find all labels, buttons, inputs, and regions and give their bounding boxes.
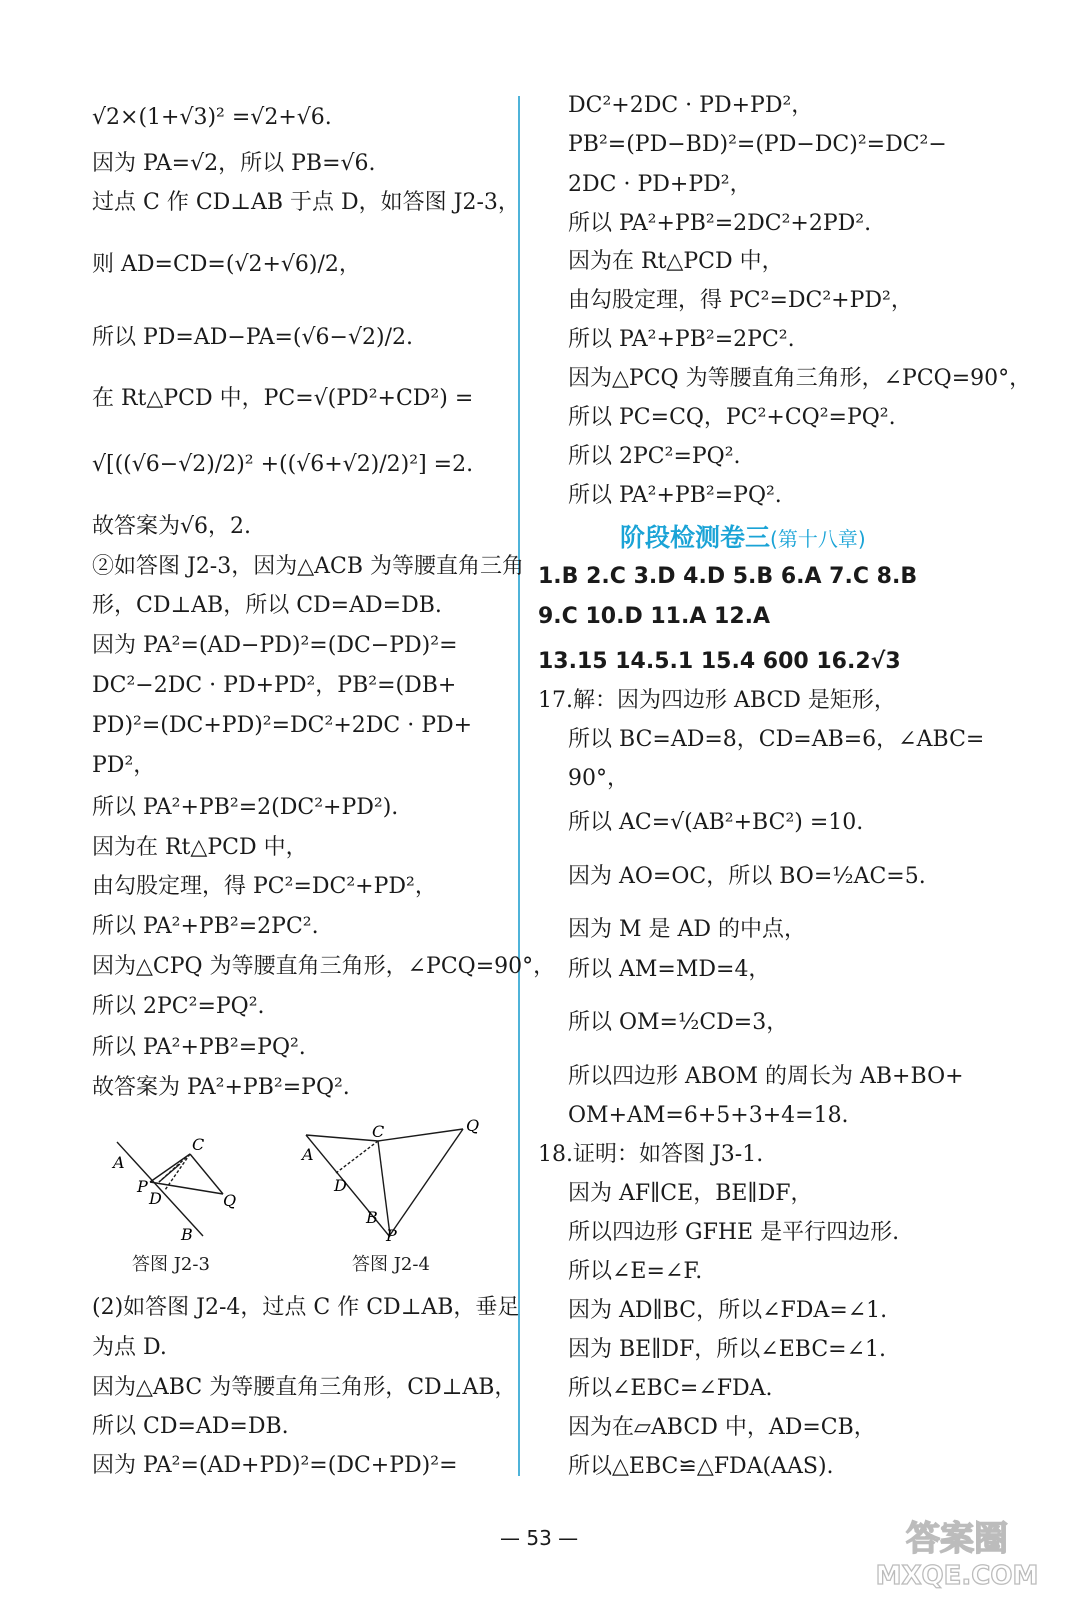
text-line: DC²−2DC · PD+PD²，PB²=(DB+ bbox=[92, 673, 457, 698]
label-b: B bbox=[181, 1225, 193, 1244]
text-line: 所以 PA²+PB²=2DC²+2PD². bbox=[568, 211, 872, 236]
text-line: PD²， bbox=[92, 753, 156, 778]
text-line: 所以 AC=√(AB²+BC²) =10. bbox=[568, 810, 864, 835]
text-line: 所以 PA²+PB²=2PC². bbox=[568, 327, 795, 352]
caption-j2-3: 答图 J2-3 bbox=[132, 1254, 210, 1275]
text-line: 在 Rt△PCD 中，PC=√(PD²+CD²) = bbox=[92, 386, 474, 411]
text-line: 17.解：因为四边形 ABCD 是矩形， bbox=[538, 688, 896, 713]
text-line: 故答案为√6，2. bbox=[92, 514, 252, 539]
text-line: 因为在 Rt△PCD 中， bbox=[92, 835, 308, 860]
text-line: 因为 M 是 AD 的中点， bbox=[568, 917, 807, 942]
text-line: 18.证明：如答图 J3-1. bbox=[538, 1142, 764, 1167]
text-line: 为点 D. bbox=[92, 1335, 167, 1360]
column-divider bbox=[518, 96, 520, 1476]
text-line: 所以 OM=½CD=3， bbox=[568, 1010, 789, 1035]
svg-text:答案圈: 答案圈 bbox=[906, 1519, 1008, 1559]
label-a: A bbox=[113, 1153, 125, 1172]
label-c: C bbox=[192, 1135, 205, 1154]
text-line: (2)如答图 J2-4，过点 C 作 CD⊥AB，垂足 bbox=[92, 1295, 520, 1320]
text-line: PB²=(PD−BD)²=(PD−DC)²=DC²− bbox=[568, 132, 947, 157]
text-line: 由勾股定理，得 PC²=DC²+PD²， bbox=[568, 288, 913, 313]
text-line: 所以 PA²+PB²=2PC². bbox=[92, 914, 319, 939]
text-line: 所以四边形 ABOM 的周长为 AB+BO+ bbox=[568, 1064, 964, 1089]
label-q: Q bbox=[466, 1116, 480, 1135]
text-line: 所以 AM=MD=4， bbox=[568, 957, 771, 982]
text-line: 1.B 2.C 3.D 4.D 5.B 6.A 7.C 8.B bbox=[538, 564, 918, 589]
text-line: 所以∠E=∠F. bbox=[568, 1259, 703, 1284]
text-line: PD)²=(DC+PD)²=DC²+2DC · PD+ bbox=[92, 713, 473, 738]
text-line: 因为△ABC 为等腰直角三角形，CD⊥AB， bbox=[92, 1375, 517, 1400]
text-line: 9.C 10.D 11.A 12.A bbox=[538, 604, 771, 629]
text-line: 因为在 Rt△PCD 中， bbox=[568, 249, 784, 274]
text-line: 所以 2PC²=PQ². bbox=[92, 994, 265, 1019]
svg-text:MXQE.COM: MXQE.COM bbox=[875, 1561, 1039, 1591]
text-line: 则 AD=CD=(√2+√6)/2， bbox=[92, 252, 361, 277]
label-c: C bbox=[372, 1122, 385, 1141]
section-subtitle: (第十八章) bbox=[770, 527, 866, 551]
text-line: 形，CD⊥AB，所以 CD=AD=DB. bbox=[92, 593, 442, 618]
text-line: 因为 AO=OC，所以 BO=½AC=5. bbox=[568, 864, 926, 889]
text-line: 所以∠EBC=∠FDA. bbox=[568, 1376, 773, 1401]
text-line: 所以 PA²+PB²=PQ². bbox=[92, 1035, 306, 1060]
text-line: 因为△CPQ 为等腰直角三角形，∠PCQ=90°， bbox=[92, 954, 556, 979]
text-line: 2DC · PD+PD²， bbox=[568, 172, 752, 197]
text-line: 因为 PA=√2，所以 PB=√6. bbox=[92, 151, 376, 176]
label-a: A bbox=[302, 1145, 314, 1164]
text-line: 故答案为 PA²+PB²=PQ². bbox=[92, 1075, 350, 1100]
text-line: 所以四边形 GFHE 是平行四边形. bbox=[568, 1220, 900, 1245]
watermark-logo bbox=[857, 1512, 1057, 1592]
label-b: B bbox=[366, 1208, 378, 1227]
text-line: 因为 AD∥BC，所以∠FDA=∠1. bbox=[568, 1298, 888, 1323]
text-line: 所以 PD=AD−PA=(√6−√2)/2. bbox=[92, 325, 413, 350]
text-line: 所以△EBC≌△FDA(AAS). bbox=[568, 1454, 834, 1479]
text-line: 所以 2PC²=PQ². bbox=[568, 444, 741, 469]
label-p: P bbox=[386, 1226, 397, 1245]
text-line: 因为 PA²=(AD+PD)²=(DC+PD)²= bbox=[92, 1453, 458, 1478]
text-line: ②如答图 J2-3，因为△ACB 为等腰直角三角 bbox=[92, 554, 525, 579]
text-line: 因为 BE∥DF，所以∠EBC=∠1. bbox=[568, 1337, 887, 1362]
text-line: DC²+2DC · PD+PD²， bbox=[568, 93, 814, 118]
section-heading bbox=[620, 522, 866, 555]
text-line: 所以 PA²+PB²=2(DC²+PD²). bbox=[92, 795, 399, 820]
text-line: 所以 BC=AD=8，CD=AB=6，∠ABC= bbox=[568, 727, 985, 752]
section-title: 阶段检测卷三 bbox=[620, 523, 771, 552]
text-line: 过点 C 作 CD⊥AB 于点 D，如答图 J2-3， bbox=[92, 190, 520, 215]
text-line: √[((√6−√2)/2)² +((√6+√2)/2)²] =2. bbox=[92, 452, 474, 477]
label-q: Q bbox=[223, 1191, 237, 1210]
text-line: 90°， bbox=[568, 766, 629, 791]
text-line: 13.15 14.5.1 15.4 600 16.2√3 bbox=[538, 649, 901, 674]
text-line: 因为 AF∥CE，BE∥DF， bbox=[568, 1181, 813, 1206]
figure-j2-4 bbox=[298, 1115, 498, 1245]
text-line: 因为在▱ABCD 中，AD=CB， bbox=[568, 1415, 876, 1440]
text-line: OM+AM=6+5+3+4=18. bbox=[568, 1103, 849, 1128]
label-d: D bbox=[149, 1189, 162, 1208]
text-line: 所以 PA²+PB²=PQ². bbox=[568, 483, 782, 508]
text-line: 所以 PC=CQ，PC²+CQ²=PQ². bbox=[568, 405, 896, 430]
figure-j2-3 bbox=[105, 1130, 255, 1245]
page-number: — 53 — bbox=[500, 1526, 579, 1550]
text-line: 因为 PA²=(AD−PD)²=(DC−PD)²= bbox=[92, 633, 458, 658]
label-d: D bbox=[334, 1176, 347, 1195]
text-line: 所以 CD=AD=DB. bbox=[92, 1414, 289, 1439]
text-line: 由勾股定理，得 PC²=DC²+PD²， bbox=[92, 874, 437, 899]
label-p: P bbox=[137, 1177, 148, 1196]
text-line: √2×(1+√3)² =√2+√6. bbox=[92, 105, 332, 130]
caption-j2-4: 答图 J2-4 bbox=[352, 1254, 430, 1275]
text-line: 因为△PCQ 为等腰直角三角形，∠PCQ=90°， bbox=[568, 366, 1032, 391]
